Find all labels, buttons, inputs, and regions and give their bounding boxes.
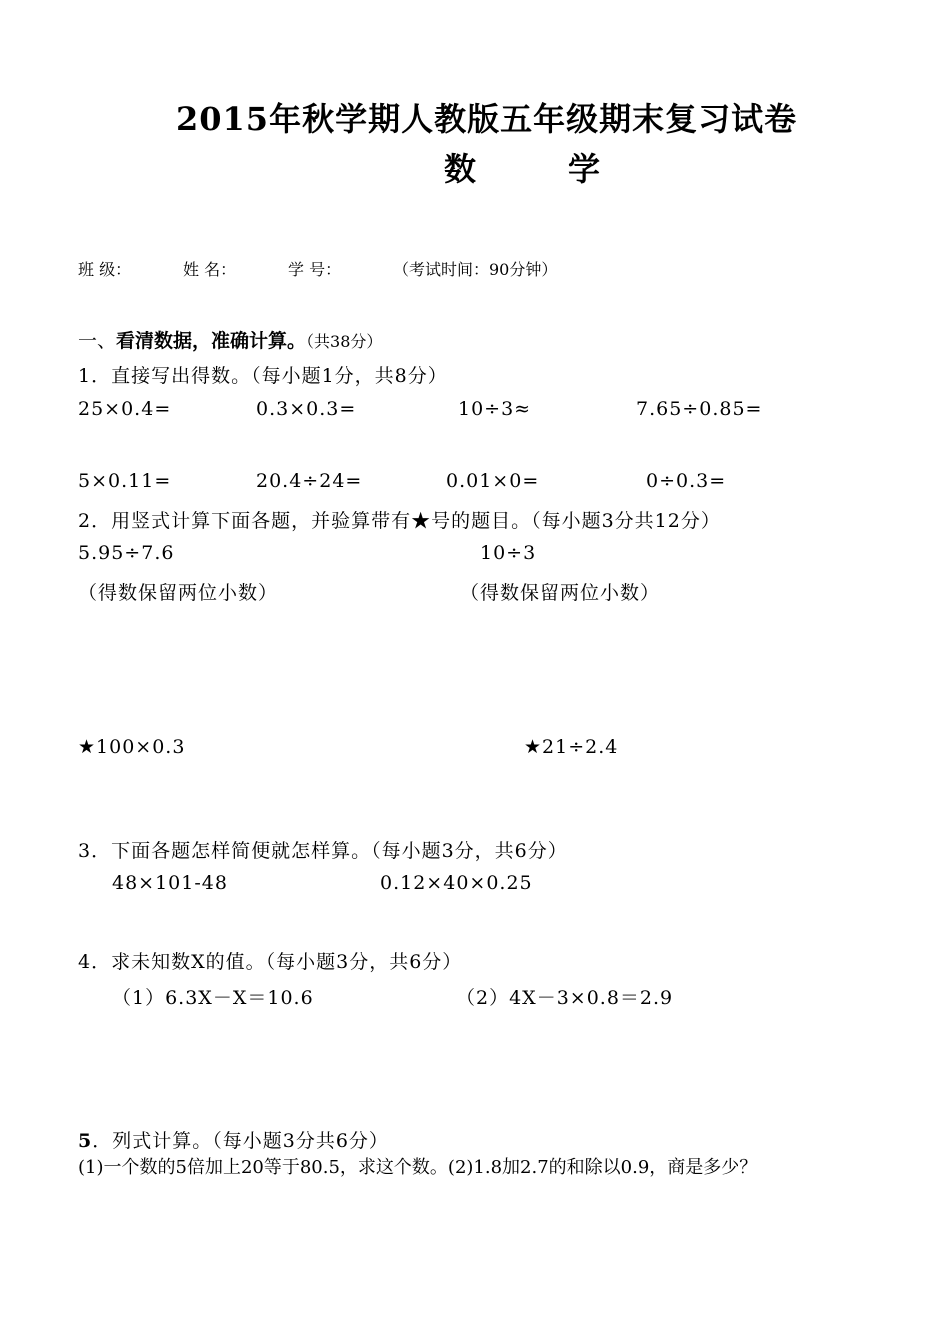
- q4-item: （1）6.3X－X＝10.6: [112, 987, 314, 1009]
- name-label: 姓 名：: [183, 260, 237, 279]
- q1-item: 10÷3≈: [458, 398, 532, 420]
- question-5-number: 5: [78, 1130, 93, 1152]
- q4-item: （2）4X－3×0.8＝2.9: [456, 987, 674, 1009]
- q2-note-left: （得数保留两位小数）: [78, 582, 279, 604]
- class-label: 班 级：: [78, 260, 132, 279]
- subject-title: 数 学: [444, 150, 631, 188]
- q1-item: 0.01×0=: [446, 470, 540, 492]
- q3-item: 48×101-48: [112, 872, 228, 894]
- q2-starred-item: ★21÷2.4: [524, 736, 619, 758]
- q1-item: 5×0.11=: [78, 470, 172, 492]
- q1-item: 0÷0.3=: [646, 470, 727, 492]
- exam-title: 2015年秋学期人教版五年级期末复习试卷: [176, 100, 798, 138]
- q2-item: 10÷3: [480, 542, 537, 564]
- question-3-prompt: 3．下面各题怎样简便就怎样算。（每小题3分，共6分）: [78, 840, 568, 862]
- section-1-heading: [78, 326, 382, 353]
- section-1-title: 看清数据，准确计算。: [116, 330, 307, 352]
- section-1-prefix: 一、: [78, 330, 117, 352]
- q2-item: 5.95÷7.6: [78, 542, 175, 564]
- section-1-points: （共38分）: [306, 332, 383, 351]
- q1-item: 7.65÷0.85=: [636, 398, 763, 420]
- q5-items-line: (1)一个数的5倍加上20等于80.5，求这个数。(2)1.8加2.7的和除以0.9，商是多少？: [78, 1157, 758, 1178]
- q1-item: 20.4÷24=: [256, 470, 363, 492]
- q1-item: 0.3×0.3=: [256, 398, 357, 420]
- q3-item: 0.12×40×0.25: [380, 872, 533, 894]
- q2-starred-item: ★100×0.3: [78, 736, 186, 758]
- question-2-prompt: 2．用竖式计算下面各题，并验算带有★号的题目。（每小题3分共12分）: [78, 510, 721, 532]
- q1-item: 25×0.4=: [78, 398, 172, 420]
- question-5-prompt: [78, 1126, 389, 1153]
- q2-note-right: （得数保留两位小数）: [460, 582, 661, 604]
- question-4-prompt: 4．求未知数X的值。（每小题3分，共6分）: [78, 951, 463, 973]
- question-5-prompt-text: ．列式计算。（每小题3分共6分）: [92, 1130, 389, 1152]
- question-1-prompt: 1．直接写出得数。（每小题1分，共8分）: [78, 365, 448, 387]
- exam-time-note: （考试时间：90分钟）: [393, 260, 558, 279]
- student-id-label: 学 号：: [288, 260, 342, 279]
